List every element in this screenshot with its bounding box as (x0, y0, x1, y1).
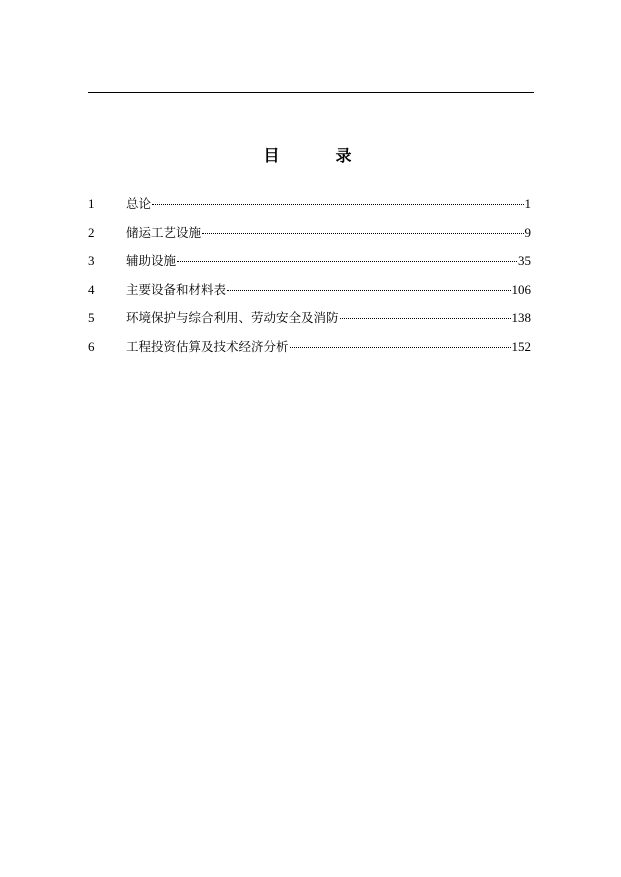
toc-entry-title: 储运工艺设施 (126, 224, 202, 240)
toc-entry-page: 138 (511, 310, 531, 325)
toc-entry-title: 辅助设施 (126, 253, 177, 268)
toc-entry-page: 9 (524, 224, 531, 240)
toc-entry-page: 1 (524, 196, 531, 211)
toc-dot-leader (177, 261, 517, 262)
toc-entry-number: 5 (88, 310, 95, 325)
toc-entry-number: 1 (88, 196, 95, 211)
toc-entry[interactable] (88, 280, 531, 309)
toc-entry-title: 工程投资估算及技术经济分析 (126, 338, 289, 354)
toc-entry-title: 环境保护与综合利用、劳动安全及消防 (126, 310, 339, 325)
toc-dot-leader (290, 347, 511, 348)
toc-entry[interactable] (88, 194, 531, 223)
toc-entry-number: 4 (88, 281, 95, 297)
toc-entry-number: 3 (88, 253, 95, 268)
header-rule (88, 92, 534, 93)
toc-entry-page: 106 (511, 281, 531, 297)
toc-entry-number: 6 (88, 338, 95, 354)
toc-entry-number: 2 (88, 224, 95, 240)
toc-dot-leader (227, 290, 510, 291)
toc-entry-page: 152 (511, 338, 531, 354)
toc-entry-title: 总论 (126, 196, 152, 211)
toc-entry-page: 35 (518, 253, 531, 268)
toc-entry-title: 主要设备和材料表 (126, 281, 227, 297)
table-of-contents (88, 194, 531, 365)
toc-entry[interactable] (88, 223, 531, 252)
toc-dot-leader (340, 318, 511, 319)
toc-dot-leader (202, 233, 523, 234)
toc-entry[interactable] (88, 337, 531, 366)
toc-dot-leader (152, 204, 523, 205)
toc-entry[interactable] (88, 308, 531, 337)
toc-title: 目 录 (263, 146, 372, 165)
toc-entry[interactable] (88, 251, 531, 280)
